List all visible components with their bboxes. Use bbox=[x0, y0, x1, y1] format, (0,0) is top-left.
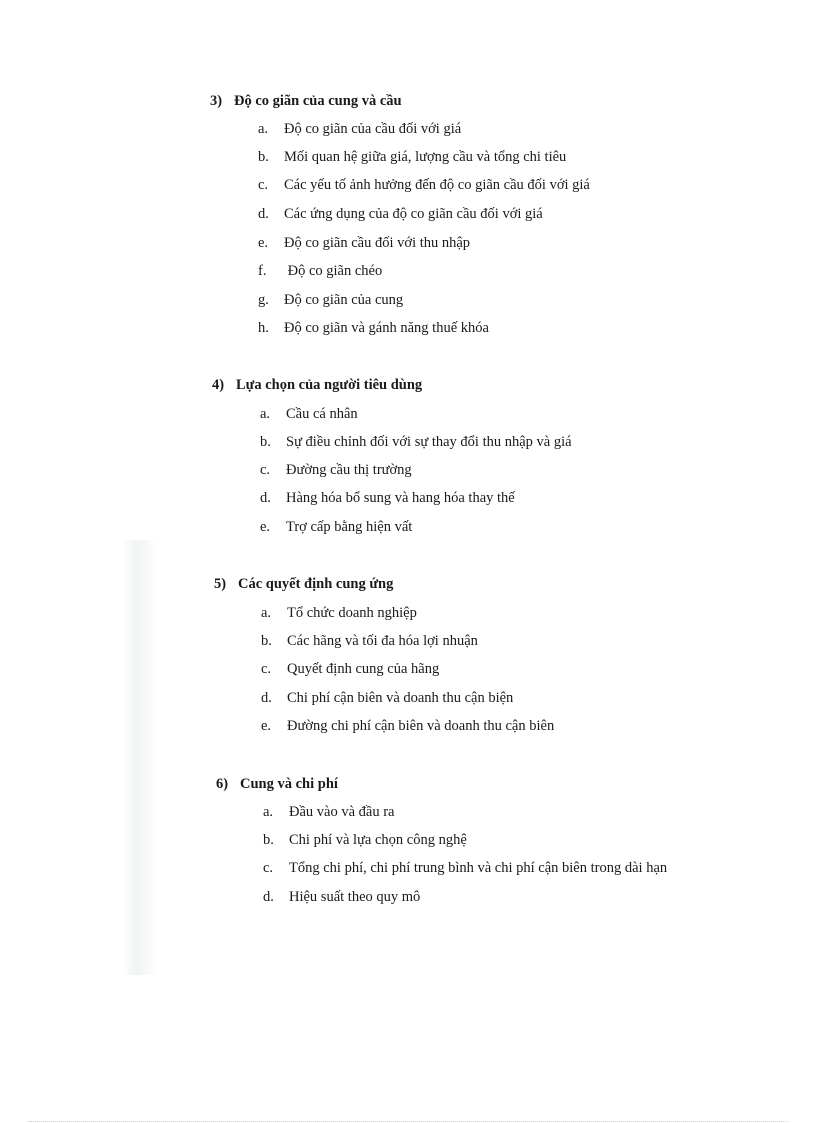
item-letter: g. bbox=[258, 292, 269, 308]
item-letter: a. bbox=[258, 121, 269, 137]
item-text: Sự điều chỉnh đối với sự thay đổi thu nhập và giá bbox=[286, 434, 572, 450]
list-item bbox=[261, 661, 439, 678]
item-text: Chi phí cận biên và doanh thu cận biện bbox=[287, 690, 514, 706]
list-item bbox=[261, 605, 417, 622]
item-text: Các ứng dụng của độ co giãn cầu đối với giá bbox=[284, 206, 543, 222]
item-text: Quyết định cung của hãng bbox=[287, 661, 440, 677]
list-item bbox=[258, 263, 382, 280]
item-letter: b. bbox=[260, 434, 271, 450]
section-title: Các quyết định cung ứng bbox=[238, 576, 394, 592]
item-letter: f. bbox=[258, 263, 267, 279]
item-letter: c. bbox=[258, 177, 269, 193]
item-text: Độ co giãn của cung bbox=[284, 292, 404, 308]
list-item bbox=[263, 832, 467, 849]
item-text: Độ co giãn cầu đối với thu nhập bbox=[284, 235, 471, 251]
section-title: Lựa chọn của người tiêu dùng bbox=[236, 377, 423, 393]
item-text: Mối quan hệ giữa giá, lượng cầu và tổng chi tiêu bbox=[284, 149, 567, 165]
list-item bbox=[260, 519, 412, 536]
item-text: Các yếu tố ảnh hưởng đến độ co giãn cầu đối với giá bbox=[284, 177, 590, 193]
list-item bbox=[260, 406, 358, 423]
item-letter: b. bbox=[261, 633, 272, 649]
section-title: Độ co giãn của cung và cầu bbox=[234, 93, 402, 109]
list-item bbox=[261, 718, 554, 735]
section-number: 5) bbox=[214, 576, 227, 592]
item-letter: a. bbox=[263, 804, 274, 820]
item-letter: d. bbox=[260, 490, 271, 506]
item-letter: d. bbox=[263, 889, 274, 905]
list-item bbox=[258, 320, 489, 337]
scan-shadow bbox=[122, 540, 158, 975]
item-letter: h. bbox=[258, 320, 269, 336]
item-letter: c. bbox=[263, 860, 274, 876]
item-text: Hàng hóa bổ sung và hang hóa thay thế bbox=[286, 490, 515, 506]
item-text: Trợ cấp bằng hiện vất bbox=[286, 519, 413, 535]
item-letter: b. bbox=[263, 832, 274, 848]
item-letter: e. bbox=[260, 519, 271, 535]
item-letter: a. bbox=[261, 605, 272, 621]
item-letter: c. bbox=[261, 661, 272, 677]
list-item bbox=[261, 633, 478, 650]
item-letter: a. bbox=[260, 406, 271, 422]
item-letter: b. bbox=[258, 149, 269, 165]
section-heading bbox=[216, 776, 338, 793]
list-item bbox=[261, 690, 513, 707]
section-heading bbox=[214, 576, 393, 593]
item-text: Độ co giãn của cầu đối với giá bbox=[284, 121, 462, 137]
item-text: Độ co giãn và gánh năng thuế khóa bbox=[284, 320, 489, 336]
item-text: Tổng chi phí, chi phí trung bình và chi phí cận biên trong dài hạn bbox=[289, 860, 668, 876]
item-letter: d. bbox=[261, 690, 272, 706]
section-heading bbox=[210, 93, 402, 110]
item-text: Độ co giãn chéo bbox=[284, 263, 383, 279]
item-text: Tổ chức doanh nghiệp bbox=[287, 605, 417, 621]
item-text: Hiệu suất theo quy mô bbox=[289, 889, 421, 905]
list-item bbox=[260, 462, 412, 479]
item-text: Các hãng và tối đa hóa lợi nhuận bbox=[287, 633, 478, 649]
item-text: Chi phí và lựa chọn công nghệ bbox=[289, 832, 467, 848]
list-item bbox=[258, 177, 590, 194]
list-item bbox=[263, 860, 667, 877]
list-item bbox=[260, 434, 572, 451]
list-item bbox=[258, 206, 543, 223]
list-item bbox=[263, 804, 394, 821]
section-number: 6) bbox=[216, 776, 229, 792]
item-text: Đầu vào và đầu ra bbox=[289, 804, 395, 820]
item-letter: d. bbox=[258, 206, 269, 222]
section-number: 4) bbox=[212, 377, 225, 393]
item-letter: e. bbox=[258, 235, 269, 251]
list-item bbox=[263, 889, 420, 906]
item-text: Cầu cá nhân bbox=[286, 406, 358, 422]
list-item bbox=[258, 121, 461, 138]
list-item bbox=[258, 149, 566, 166]
item-letter: e. bbox=[261, 718, 272, 734]
item-text: Đường cầu thị trường bbox=[286, 462, 412, 478]
list-item bbox=[258, 235, 470, 252]
section-title: Cung và chi phí bbox=[240, 776, 338, 792]
item-letter: c. bbox=[260, 462, 271, 478]
section-heading bbox=[212, 377, 422, 394]
list-item bbox=[260, 490, 515, 507]
list-item bbox=[258, 292, 403, 309]
item-text: Đường chi phí cận biên và doanh thu cận biên bbox=[287, 718, 555, 734]
section-number: 3) bbox=[210, 93, 223, 109]
